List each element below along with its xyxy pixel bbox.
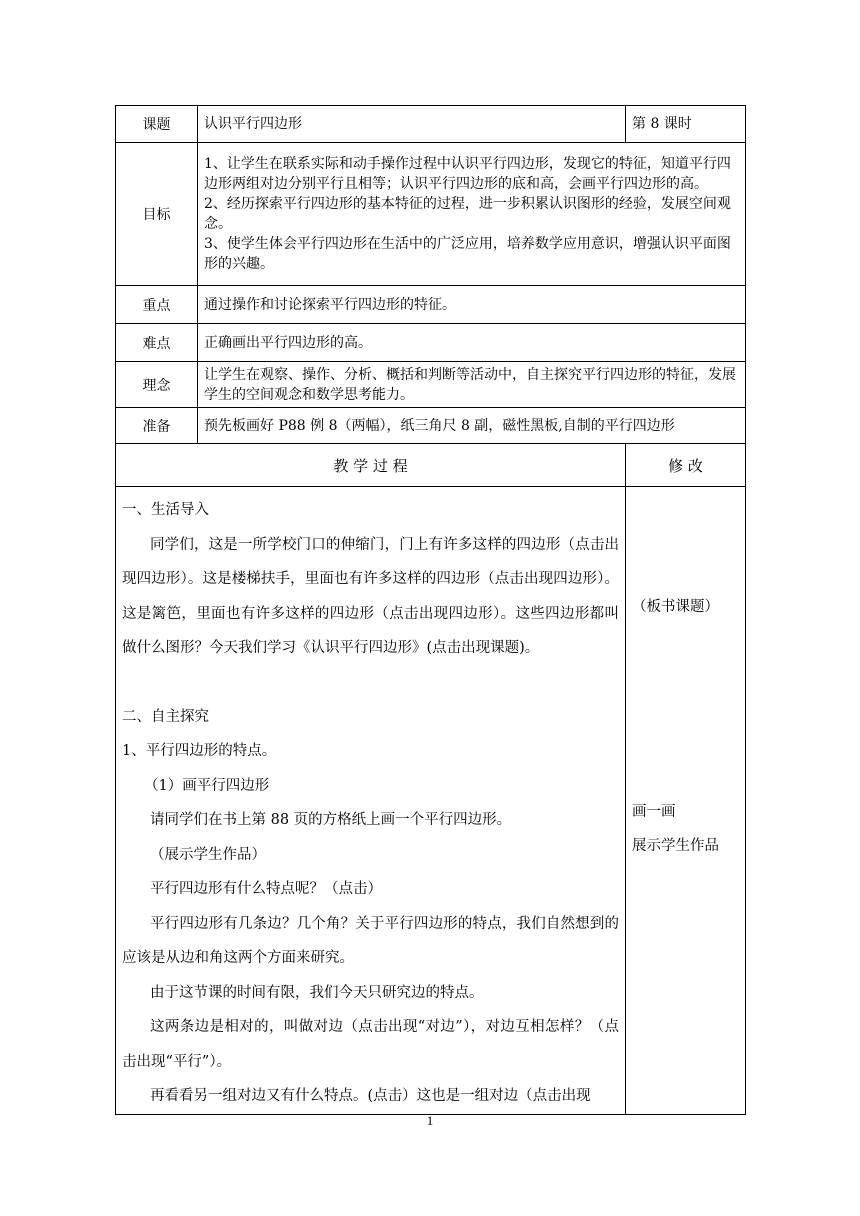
paragraph-5: 由于这节课的时间有限，我们今天只研究边的特点。 xyxy=(150,984,484,1001)
key-value: 通过操作和讨论探索平行四边形的特征。 xyxy=(198,286,746,324)
process-header: 教 学 过 程 xyxy=(116,444,626,487)
section-2-title: 二、自主探究 xyxy=(122,708,209,725)
spacer xyxy=(122,666,619,700)
subsection-2-1: 1、平行四边形的特点。 xyxy=(122,743,277,759)
process-header-row xyxy=(116,444,746,487)
page-number: 1 xyxy=(426,1113,434,1128)
paragraph-4: 平行四边形有几条边？几个角？关于平行四边形的特点，我们自然想到的应该是从边和角这两个方面来研究。 xyxy=(122,915,619,966)
goal-item-2: 2、经历探索平行四边形的基本特征的过程，进一步积累认识图形的经验，发展空间观念。 xyxy=(204,196,731,232)
process-body-row xyxy=(116,487,746,1115)
prep-label: 准备 xyxy=(116,408,198,444)
topic-label: 课题 xyxy=(116,106,198,143)
difficulty-row xyxy=(116,324,746,362)
period-value: 第 8 课时 xyxy=(626,106,746,143)
subsection-2-1-1: （1）画平行四边形 xyxy=(144,777,270,794)
section-1-title: 一、生活导入 xyxy=(122,502,209,518)
revise-note-3: 展示学生作品 xyxy=(632,838,719,854)
lesson-plan-table xyxy=(115,105,746,1115)
concept-value: 让学生在观察、操作、分析、概括和判断等活动中，自主探究平行四边形的特征，发展学生的空间观念和数学思考能力。 xyxy=(198,362,746,408)
key-label: 重点 xyxy=(116,286,198,324)
paragraph-6: 这两条边是相对的，叫做对边（点击出现“对边”），对边互相怎样？（点击出现“平行”）。 xyxy=(122,1019,619,1070)
concept-row xyxy=(116,362,746,408)
revise-content xyxy=(626,487,746,1115)
goals-value xyxy=(198,143,746,286)
paragraph-1: 请同学们在书上第 88 页的方格纸上画一个平行四边形。 xyxy=(150,812,512,828)
topic-row xyxy=(116,106,746,143)
revise-note-2: 画一画 xyxy=(632,804,676,820)
prep-row xyxy=(116,408,746,444)
prep-value: 预先板画好 P88 例 8（两幅），纸三角尺 8 副，磁性黑板,自制的平行四边形 xyxy=(198,408,746,444)
revise-note-1: （板书课题） xyxy=(632,599,719,615)
goal-item-3: 3、使学生体会平行四边形在生活中的广泛应用，培养数学应用意识，增强认识平面图形的兴趣。 xyxy=(204,236,731,272)
concept-label: 理念 xyxy=(116,362,198,408)
section-1-paragraph: 同学们，这是一所学校门口的伸缩门，门上有许多这样的四边形（点击出现四边形）。这是楼梯扶手，里面也有许多这样的四边形（点击出现四边形）。这是篱笆，里面也有许多这样的四边形（点击出现四边形）。这些四边形都叫做什么图形？今天我们学习《认识平行四边形》(点击出现课题)。 xyxy=(122,536,619,656)
paragraph-7: 再看看另一组对边又有什么特点。(点击）这也是一组对边（点击出现 xyxy=(150,1088,591,1104)
paragraph-2: （展示学生作品） xyxy=(150,846,266,863)
revise-header: 修 改 xyxy=(626,444,746,487)
paragraph-3: 平行四边形有什么特点呢？（点击） xyxy=(150,881,382,897)
goal-item-1: 1、让学生在联系实际和动手操作过程中认识平行四边形，发现它的特征，知道平行四边形两组对边分别平行且相等；认识平行四边形的底和高，会画平行四边形的高。 xyxy=(204,156,731,192)
goals-row xyxy=(116,143,746,286)
process-content xyxy=(116,487,626,1115)
topic-value: 认识平行四边形 xyxy=(198,106,626,143)
difficulty-label: 难点 xyxy=(116,324,198,362)
key-row xyxy=(116,286,746,324)
difficulty-value: 正确画出平行四边形的高。 xyxy=(198,324,746,362)
goals-label: 目标 xyxy=(116,143,198,286)
